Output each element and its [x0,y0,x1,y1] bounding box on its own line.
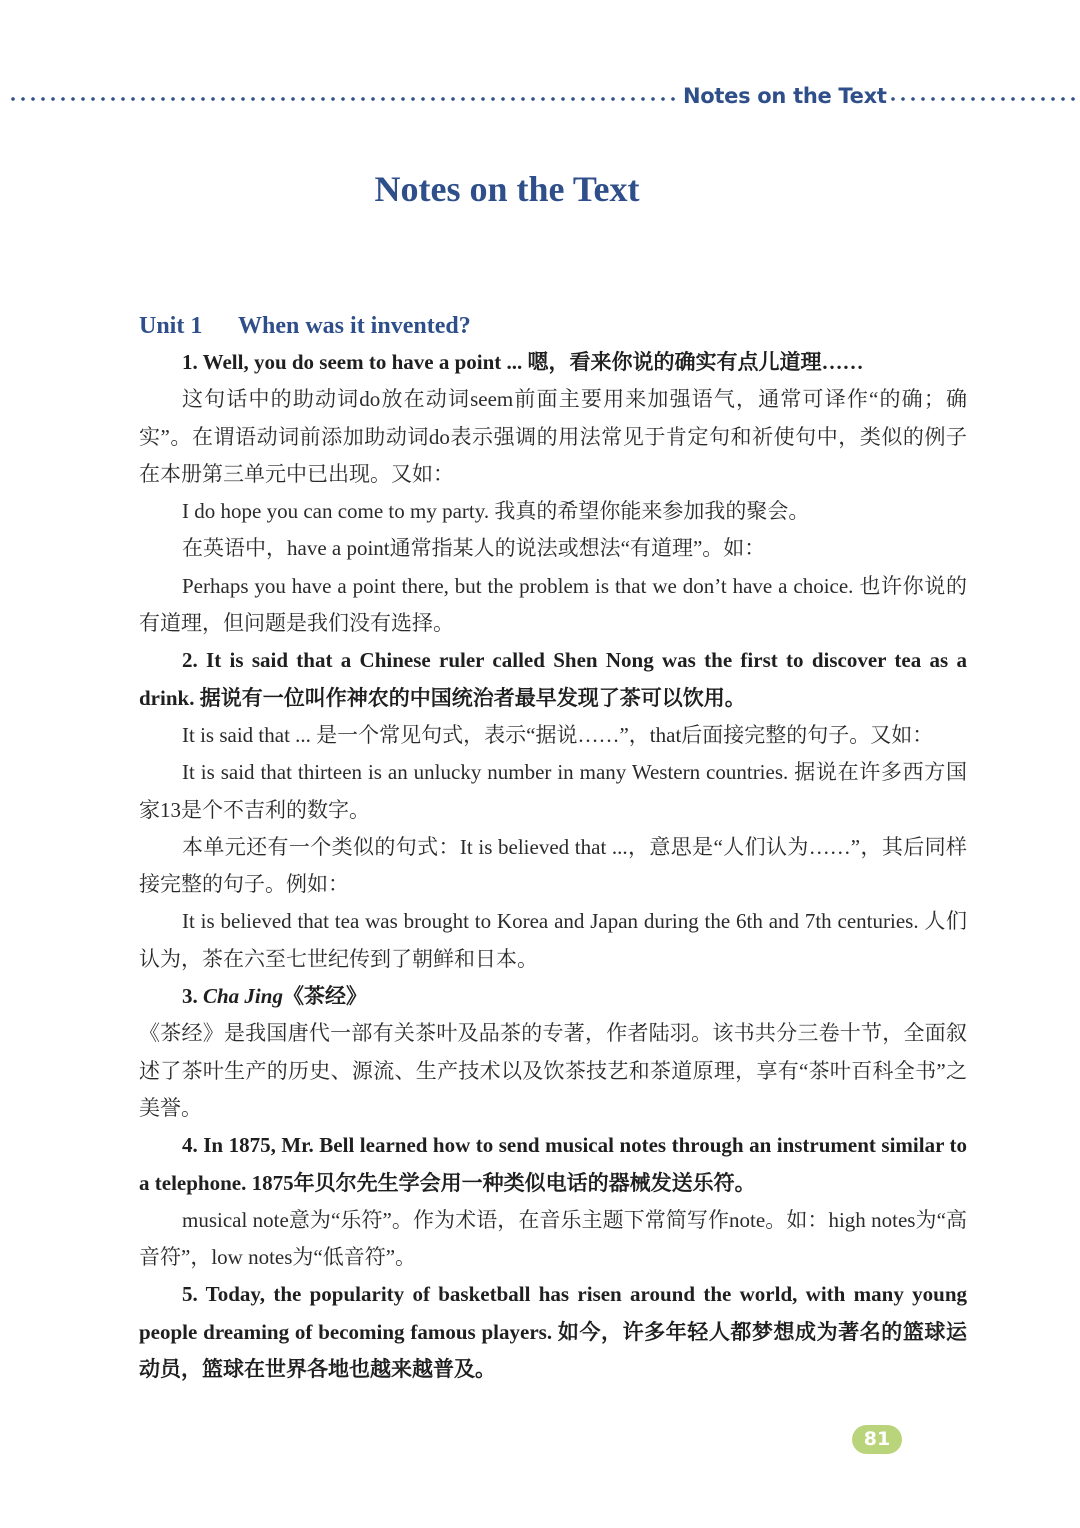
running-header [0,84,1080,112]
note-3-italic-title: Cha Jing [203,984,283,1009]
note-1-paragraph-1: 这句话中的助动词do放在动词seem前面主要用来加强语气，通常可译作“的确；确实”。在谓语动词前添加助动词do表示强调的用法常见于肯定句和祈使句中，类似的例子在本册第三单元中已出现。又如： [139,387,967,486]
dotted-rule-left [8,97,676,101]
unit-number: Unit 1 [139,313,203,339]
note-1-example-2: Perhaps you have a point there, but the problem is that we don’t have a choice. 也许你说的有道理，但问题是我们没有选择。 [139,573,967,636]
running-header-title: Notes on the Text [683,84,887,108]
note-3-paragraph-1: 《茶经》是我国唐代一部有关茶叶及品茶的专著，作者陆羽。该书共分三卷十节，全面叙述了茶叶生产的历史、源流、生产技术以及饮茶技艺和茶道原理，享有“茶叶百科全书”之美誉。 [139,1021,967,1120]
note-2-heading: 2. It is said that a Chinese ruler called Shen Nong was the first to discover tea as a drink. 据说有一位叫作神农的中国统治者最早发现了茶可以饮用。 [139,648,967,710]
note-3-chinese-title: 《茶经》 [282,984,367,1009]
note-1-heading: 1. Well, you do seem to have a point ... 嗯，看来你说的确实有点儿道理…… [182,350,864,374]
note-4-heading: 4. In 1875, Mr. Bell learned how to send musical notes through an instrument similar to a telephone. 1875年贝尔先生学会用一种类似电话的器械发送乐符。 [139,1133,967,1195]
page-number-badge: 81 [852,1425,902,1454]
note-4-paragraph-1: musical note意为“乐符”。作为术语，在音乐主题下常简写作note。如：high notes为“高音符”，low notes为“低音符”。 [139,1207,967,1270]
note-2-paragraph-1: It is said that ... 是一个常见句式，表示“据说……”，that后面接完整的句子。又如： [182,722,934,747]
note-3-heading [139,978,967,1015]
note-3-number: 3. [182,984,198,1009]
note-2-example-2: It is believed that tea was brought to Korea and Japan during the 6th and 7th centuries. 人们认为，茶在六至七世纪传到了朝鲜和日本。 [139,909,967,971]
notes-content [139,308,967,1388]
note-1-example-1: I do hope you can come to my party. 我真的希望你能来参加我的聚会。 [182,499,810,524]
page-title: Notes on the Text [374,169,640,209]
unit-heading [139,308,967,344]
dotted-rule-right [888,97,1078,101]
note-2-example-1: It is said that thirteen is an unlucky number in many Western countries. 据说在许多西方国家13是个不吉利的数字。 [139,760,967,822]
note-1-paragraph-2: 在英语中，have a point通常指某人的说法或想法“有道理”。如： [182,536,766,561]
note-2-paragraph-2: 本单元还有一个类似的句式：It is believed that ...，意思是“人们认为……”，其后同样接完整的句子。例如： [139,834,967,897]
note-5-heading: 5. Today, the popularity of basketball has risen around the world, with many young people dreaming of becoming famous players. 如今，许多年轻人都梦想成为著名的篮球运动员，篮球在世界各地也越来越普及。 [139,1282,967,1382]
unit-title: When was it invented? [238,313,471,339]
